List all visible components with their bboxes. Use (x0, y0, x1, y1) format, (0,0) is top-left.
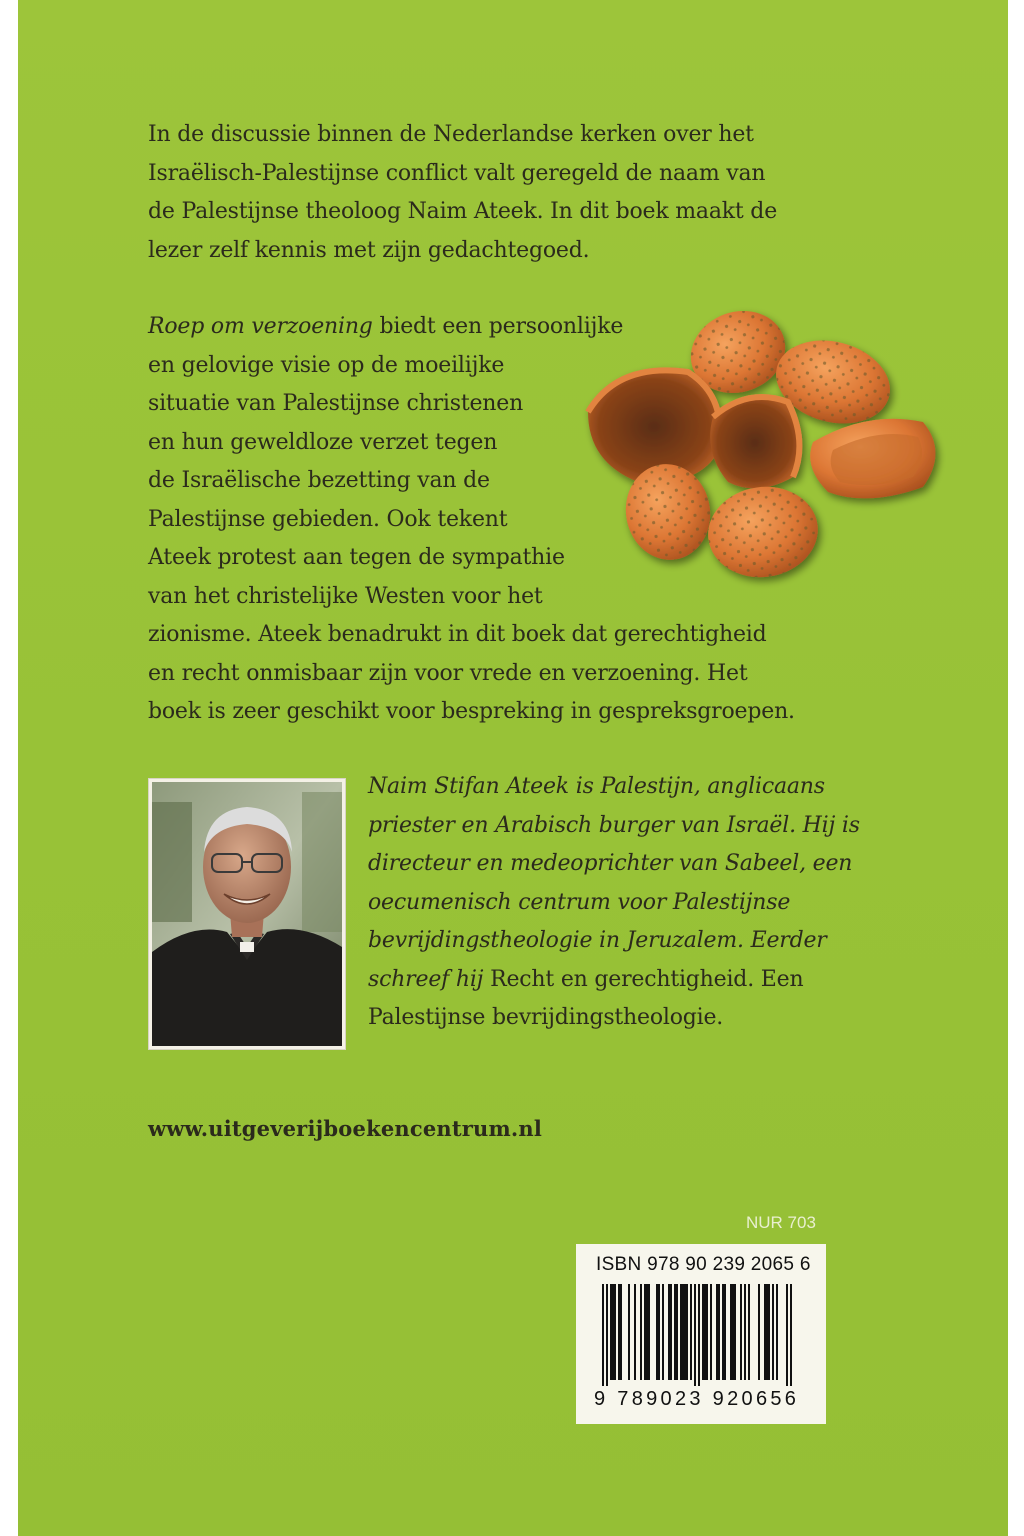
bio-line: schreef hij (368, 966, 484, 992)
barcode-bar (732, 1284, 734, 1380)
barcode-bar (670, 1284, 672, 1380)
bio-line: directeur en medeoprichter van Sabeel, een (368, 851, 853, 876)
author-portrait (148, 778, 346, 1050)
barcode-bar (612, 1284, 614, 1380)
portrait-image (152, 782, 342, 1046)
barcode-bar (748, 1284, 750, 1380)
nur-code: NUR 703 (746, 1213, 816, 1232)
barcode-bar (640, 1284, 642, 1380)
barcode-bar (686, 1284, 688, 1380)
barcode-bar (718, 1284, 720, 1380)
barcode-bar (680, 1284, 682, 1380)
description-line: zionisme. Ateek benadrukt in dit boek dat gerechtigheid (148, 622, 767, 647)
barcode-bar (676, 1284, 678, 1380)
barcode-bar (644, 1284, 646, 1380)
intro-line: de Palestijnse theoloog Naim Ateek. In dit boek maakt de (148, 199, 778, 224)
barcode-bar (734, 1284, 736, 1380)
barcode-bar (694, 1284, 696, 1386)
barcode-bar (772, 1284, 774, 1380)
barcode-bar (628, 1284, 630, 1380)
barcode-bar (648, 1284, 650, 1380)
barcode-bar (656, 1284, 658, 1380)
barcode (602, 1284, 802, 1386)
description-line: de Israëlische bezetting van de (148, 468, 490, 493)
description-line: biedt een persoonlijke (372, 314, 624, 339)
barcode-bar (704, 1284, 706, 1380)
book-title: Roep om verzoening (148, 314, 373, 339)
barcode-bar (698, 1284, 700, 1386)
barcode-bar (786, 1284, 788, 1386)
barcode-bar (702, 1284, 704, 1380)
description-line: en recht onmisbaar zijn voor vrede en verzoening. Het (148, 660, 748, 686)
isbn-barcode-box (576, 1244, 826, 1424)
description-line: en gelovige visie op de moeilijke (148, 352, 505, 378)
barcode-bar (790, 1284, 792, 1386)
barcode-bar (776, 1284, 778, 1380)
barcode-bar (768, 1284, 770, 1380)
author-bio (368, 768, 860, 1038)
intro-paragraph (148, 116, 848, 270)
bio-line: Naim Stifan Ateek is Palestijn, anglicaans (368, 774, 825, 799)
description-line: en hun geweldloze verzet tegen (148, 429, 498, 455)
earlier-book-title: Palestijnse bevrijdingstheologie. (368, 1005, 724, 1030)
barcode-bar (662, 1284, 664, 1380)
description-line: situatie van Palestijnse christenen (148, 391, 524, 416)
ean-number: 9 789023 920656 (594, 1388, 800, 1410)
barcode-bar (684, 1284, 686, 1380)
barcode-bar (766, 1284, 768, 1380)
barcode-bar (618, 1284, 620, 1380)
barcode-bar (690, 1284, 692, 1380)
description-line: van het christelijke Westen voor het (148, 583, 543, 609)
barcode-bar (606, 1284, 608, 1386)
barcode-bar (614, 1284, 616, 1380)
barcode-bar (602, 1284, 604, 1386)
barcode-bar (724, 1284, 726, 1380)
barcode-bar (682, 1284, 684, 1380)
bio-line: oecumenisch centrum voor Palestijnse (368, 889, 791, 915)
isbn-number: ISBN 978 90 239 2065 6 (596, 1254, 811, 1275)
barcode-bar (634, 1284, 636, 1380)
barcode-bar (722, 1284, 724, 1380)
description-line: Palestijnse gebieden. Ook tekent (148, 506, 508, 532)
description-paragraph (148, 308, 848, 732)
intro-line: lezer zelf kennis met zijn gedachtegoed. (148, 237, 590, 263)
intro-line: Israëlisch-Palestijnse conflict valt geregeld de naam van (148, 160, 766, 186)
barcode-bar (730, 1284, 732, 1380)
barcode-bar (744, 1284, 746, 1380)
earlier-book-title: Recht en gerechtigheid. Een (483, 966, 804, 992)
barcode-bar (610, 1284, 612, 1380)
barcode-bar (764, 1284, 766, 1380)
barcode-bar (674, 1284, 676, 1380)
barcode-bar (740, 1284, 742, 1380)
barcode-bar (710, 1284, 712, 1380)
bio-line: priester en Arabisch burger van Israël. Hij is (368, 812, 860, 838)
barcode-bar (668, 1284, 670, 1380)
bio-line: bevrijdingstheologie in Jeruzalem. Eerder (368, 928, 827, 953)
description-line: Ateek protest aan tegen de sympathie (148, 545, 565, 570)
publisher-website[interactable]: www.uitgeverijboekencentrum.nl (148, 1116, 543, 1141)
barcode-bar (716, 1284, 718, 1380)
intro-line: In de discussie binnen de Nederlandse kerken over het (148, 122, 754, 147)
barcode-bar (658, 1284, 660, 1380)
description-line: boek is zeer geschikt voor bespreking in gespreksgroepen. (148, 699, 795, 724)
barcode-bar (620, 1284, 622, 1380)
barcode-bar (706, 1284, 708, 1380)
barcode-bar (646, 1284, 648, 1380)
barcode-bar (758, 1284, 760, 1380)
